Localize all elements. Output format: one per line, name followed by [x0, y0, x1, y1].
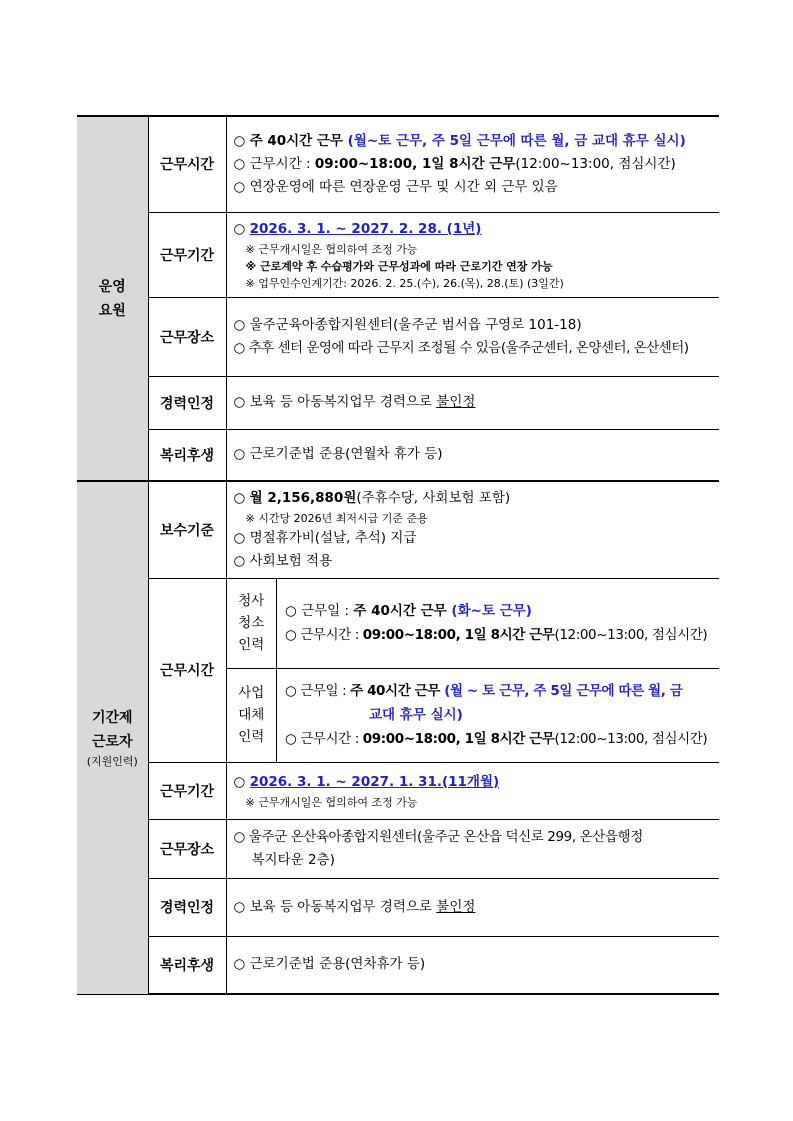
label-career: 경력인정 — [148, 376, 226, 429]
label-work-hours: 근무시간 — [148, 578, 226, 762]
note-line: ※ 근무개시일은 협의하여 조정 가능 — [245, 242, 418, 256]
category-line: 근로자 — [91, 733, 133, 750]
row-s1-welfare — [77, 429, 719, 481]
content-work-hours — [226, 116, 719, 212]
note-line: ※ 시간당 2026년 최저시급 기준 준용 — [245, 511, 428, 525]
text-line: ○ 주 40시간 근무 (월~토 근무, 주 5일 근무에 따른 월, 금 교대 휴무 실시) — [233, 132, 686, 149]
text-line: ○ 월 2,156,880원(주휴수당, 사회보험 포함) — [233, 489, 511, 506]
subcontent-cleaning-staff — [277, 579, 720, 669]
label-work-hours: 근무시간 — [148, 116, 226, 212]
subrow-substitute — [227, 669, 720, 762]
note-line: ※ 근무개시일은 협의하여 조정 가능 — [245, 795, 418, 809]
row-s2-career — [77, 878, 719, 936]
sublabel-cleaning-staff: 청사 청소 인력 — [227, 579, 277, 669]
content-welfare — [226, 936, 719, 994]
label-work-period: 근무기간 — [148, 212, 226, 297]
label-career: 경력인정 — [148, 878, 226, 936]
content-work-period — [226, 212, 719, 297]
category-fixed-term-worker — [77, 481, 148, 994]
category-line: 기간제 — [91, 709, 133, 726]
label-pay: 보수기준 — [148, 481, 226, 578]
row-s1-career — [77, 376, 719, 429]
content-work-hours-split — [226, 578, 719, 762]
text-line: ○ 보육 등 아동복지업무 경력으로 불인정 — [233, 898, 476, 915]
text-line: ○ 2026. 3. 1. ~ 2027. 2. 28. (1년) — [233, 220, 482, 237]
text-line: ○ 추후 센터 운영에 따라 근무지 조정될 수 있음(울주군센터, 온양센터, 온산센터) — [233, 339, 689, 356]
row-s2-period — [77, 762, 719, 819]
label-work-place: 근무장소 — [148, 297, 226, 376]
text-line: ○ 근무시간 : 09:00~18:00, 1일 8시간 근무(12:00~13:00, 점심시간) — [285, 627, 708, 644]
subrow-cleaning — [227, 579, 720, 669]
text-line: ○ 사회보험 적용 — [233, 552, 333, 569]
text-line: ○ 울주군 온산육아종합지원센터(울주군 온산읍 덕신로 299, 온산읍행정 — [233, 828, 643, 845]
note-line: ※ 근로계약 후 수습평가와 근무성과에 따라 근로기간 연장 가능 — [245, 259, 553, 273]
row-s1-place — [77, 297, 719, 376]
text-line: ○ 근무일 : 주 40시간 근무 (월 ~ 토 근무, 주 5일 근무에 따른 월, 금 — [285, 683, 683, 700]
employment-conditions-table — [77, 115, 719, 995]
work-hours-subtable — [227, 579, 720, 762]
label-work-place: 근무장소 — [148, 819, 226, 878]
text-line: ○ 연장운영에 따른 연장운영 근무 및 시간 외 근무 있음 — [233, 178, 558, 195]
text-line: ○ 근무일 : 주 40시간 근무 (화~토 근무) — [285, 603, 532, 620]
content-work-period — [226, 762, 719, 819]
row-s2-welfare — [77, 936, 719, 994]
text-line: ○ 울주군육아종합지원센터(울주군 범서읍 구영로 101-18) — [233, 316, 582, 333]
label-welfare: 복리후생 — [148, 429, 226, 481]
label-welfare: 복리후생 — [148, 936, 226, 994]
content-pay — [226, 481, 719, 578]
row-s2-hours — [77, 578, 719, 762]
content-career — [226, 878, 719, 936]
sublabel-substitute-staff: 사업 대체 인력 — [227, 669, 277, 762]
row-s1-period — [77, 212, 719, 297]
content-career — [226, 376, 719, 429]
content-welfare — [226, 429, 719, 481]
text-line: ○ 명절휴가비(설날, 추석) 지급 — [233, 529, 417, 546]
text-line: ○ 근무시간 : 09:00~18:00, 1일 8시간 근무(12:00~13:00, 점심시간) — [233, 155, 676, 172]
row-s2-place — [77, 819, 719, 878]
label-work-period: 근무기간 — [148, 762, 226, 819]
subcontent-substitute-staff — [277, 669, 720, 762]
text-line: ○ 2026. 3. 1. ~ 2027. 1. 31.(11개월) — [233, 773, 500, 790]
row-s1-hours — [77, 116, 719, 212]
text-line: ○ 근무시간 : 09:00~18:00, 1일 8시간 근무(12:00~13:00, 점심시간) — [285, 731, 708, 748]
text-line: 복지타운 2층) — [251, 851, 335, 868]
content-work-place — [226, 819, 719, 878]
category-sub: (지원인력) — [86, 754, 138, 768]
note-line: ※ 업무인수인계기간: 2026. 2. 25.(수), 26.(목), 28.(토) (3일간) — [245, 276, 564, 290]
text-line: 교대 휴무 실시) — [369, 707, 463, 724]
text-line: ○ 보육 등 아동복지업무 경력으로 불인정 — [233, 394, 476, 410]
text-line: ○ 근로기준법 준용(연월차 휴가 등) — [233, 446, 443, 463]
row-s2-pay — [77, 481, 719, 578]
category-operating-staff — [77, 116, 148, 481]
text-line: ○ 근로기준법 준용(연차휴가 등) — [233, 956, 426, 973]
content-work-place — [226, 297, 719, 376]
category-line: 운영 — [98, 278, 126, 295]
category-line: 요원 — [98, 302, 126, 319]
